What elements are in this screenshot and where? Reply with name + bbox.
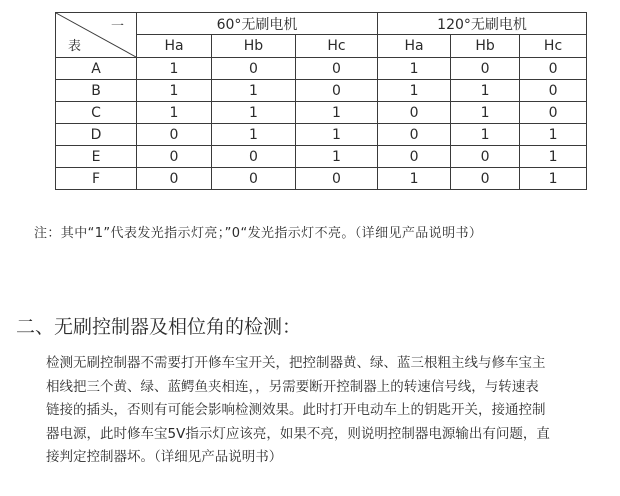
table-cell: 1 — [212, 124, 296, 146]
table-cell: 1 — [137, 80, 212, 102]
table-cell: 1 — [296, 146, 378, 168]
table-cell: 0 — [378, 102, 451, 124]
row-label: E — [56, 146, 137, 168]
row-label: B — [56, 80, 137, 102]
table-cell: 0 — [296, 168, 378, 190]
table-cell: 1 — [137, 102, 212, 124]
table-cell: 0 — [520, 80, 587, 102]
row-label: D — [56, 124, 137, 146]
table-cell: 1 — [212, 102, 296, 124]
table-row — [56, 146, 587, 168]
table-cell: 0 — [137, 168, 212, 190]
sensor-header: Hb — [451, 35, 520, 58]
table-cell: 0 — [212, 168, 296, 190]
table-cell: 1 — [378, 80, 451, 102]
table-cell: 1 — [378, 168, 451, 190]
table-cell: 1 — [296, 102, 378, 124]
table-cell: 1 — [451, 80, 520, 102]
paragraph-line: 器电源，此时修车宝5V指示灯应该亮，如果不亮，则说明控制器电源输出有问题，直 — [46, 425, 550, 442]
paragraph-line: 链接的插头，否则有可能会影响检测效果。此时打开电动车上的钥匙开关，接通控制 — [46, 402, 546, 418]
group-header-60: 60°无刷电机 — [137, 13, 378, 35]
table-cell: 0 — [451, 168, 520, 190]
table-cell: 1 — [212, 80, 296, 102]
sensor-header: Ha — [137, 35, 212, 58]
table-cell: 0 — [296, 80, 378, 102]
table-row — [56, 168, 587, 190]
table-footnote: 注：其中“1”代表发光指示灯亮；”0“发光指示灯不亮。（详细见产品说明书） — [34, 226, 483, 241]
table-cell: 0 — [451, 146, 520, 168]
table-cell: 1 — [451, 102, 520, 124]
sensor-header: Ha — [378, 35, 451, 58]
table-cell: 1 — [296, 124, 378, 146]
row-label: A — [56, 58, 137, 80]
corner-label-bottom: 表 — [68, 39, 82, 54]
sensor-header: Hc — [296, 35, 378, 58]
row-label: F — [56, 168, 137, 190]
table-cell: 0 — [212, 146, 296, 168]
table-cell: 0 — [212, 58, 296, 80]
table-cell: 1 — [451, 124, 520, 146]
hall-sensor-table — [55, 12, 587, 190]
table-row — [56, 80, 587, 102]
table-corner-cell — [56, 13, 137, 58]
corner-label-top: 一 — [110, 19, 124, 34]
sensor-header: Hb — [212, 35, 296, 58]
table-header-row-groups — [56, 13, 587, 35]
table-cell: 1 — [378, 58, 451, 80]
sensor-header: Hc — [520, 35, 587, 58]
paragraph-line: 相线把三个黄、绿、蓝鳄鱼夹相连，，另需要断开控制器上的转速信号线，与转速表 — [46, 378, 539, 395]
table-row — [56, 124, 587, 146]
table-cell: 1 — [520, 168, 587, 190]
table-cell: 0 — [378, 124, 451, 146]
row-label: C — [56, 102, 137, 124]
section-paragraph — [46, 352, 606, 470]
table-cell: 0 — [451, 58, 520, 80]
paragraph-line: 接判定控制器坏。（详细见产品说明书） — [46, 449, 283, 465]
table-row — [56, 102, 587, 124]
table-cell: 0 — [378, 146, 451, 168]
section-heading: 二、无刷控制器及相位角的检测： — [16, 316, 302, 338]
table-row — [56, 58, 587, 80]
table-cell: 0 — [520, 58, 587, 80]
table-cell: 0 — [137, 124, 212, 146]
table-cell: 0 — [137, 146, 212, 168]
table-cell: 1 — [520, 146, 587, 168]
table-cell: 1 — [520, 124, 587, 146]
table-cell: 0 — [296, 58, 378, 80]
group-header-120: 120°无刷电机 — [378, 13, 587, 35]
table-cell: 1 — [137, 58, 212, 80]
table-cell: 0 — [520, 102, 587, 124]
paragraph-line: 检测无刷控制器不需要打开修车宝开关，把控制器黄、绿、蓝三根粗主线与修车宝主 — [46, 355, 546, 371]
